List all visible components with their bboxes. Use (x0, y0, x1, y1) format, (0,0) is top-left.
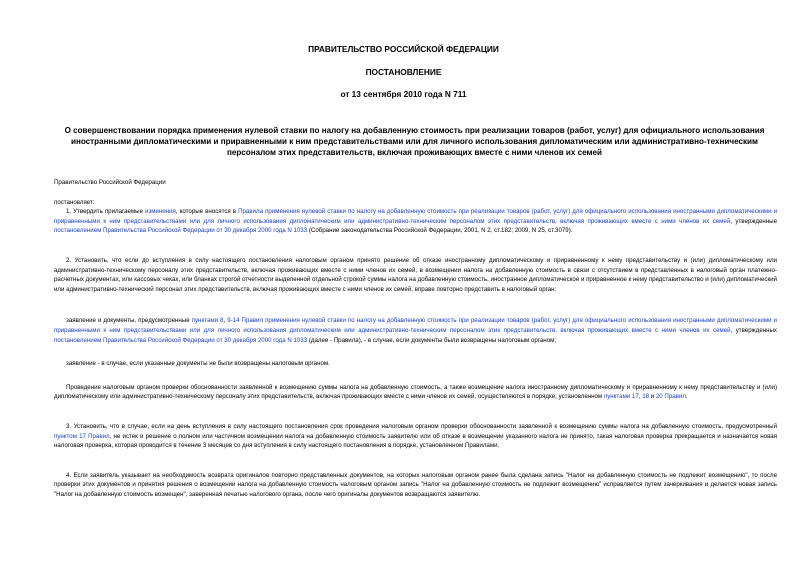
paragraph-1-text-d: (Собрание законодательства Российской Федерации, 2001, N 2, ст.182; 2009, N 25, ст.3079). (307, 227, 573, 235)
link-clause-17-rules[interactable]: пунктом 17 Правил (54, 432, 110, 440)
document-type-heading: ПОСТАНОВЛЕНИЕ (365, 67, 442, 77)
link-clause-17[interactable]: пунктами 17 (603, 393, 639, 401)
intro-text: Правительство Российской Федерации (54, 179, 166, 186)
document-date-heading: от 13 сентября 2010 года N 711 (340, 89, 467, 99)
link-clauses-9-14[interactable]: 9-14 Правил применения нулевой ставки по налогу на добавленную стоимость при реализации товаров (работ, услуг) для официального использования иностранными дипломатическими и приравненными к ним представительствами или для личного использования дипломатическим или административно-техническим персоналом этих представительств, включая проживающих вместе с ними членов их семей (54, 317, 777, 334)
paragraph-7: 4. Если заявитель указывает на необходимость возврата оригиналов повторно представленных документов, на которых налоговым органом ранее была сделана запись "Налог на добавленную стоимость не подлежит возмещению", то после проверки этих документов и принятия решения о возмещении налога на добавленную стоимость налоговым органом запись "Налог на добавленную стоимость не подлежит возмещению" исправляется путем зачеркивания и делается новая запись "Налог на добавленную стоимость возмещен", заверенная печатью налогового органа, после чего оригиналы документов возвращаются заявителю. (54, 471, 777, 498)
link-clause-18[interactable]: 18 (642, 393, 650, 401)
paragraph-1-text-c: , утвержденные (730, 217, 777, 225)
government-heading: ПРАВИТЕЛЬСТВО РОССИЙСКОЙ ФЕДЕРАЦИИ (308, 44, 499, 54)
paragraph-6-text-a: 3. Установить, что в случае, если на день вступления в силу настоящего постановления срок проведения налоговым органом проверки обоснованности заявленной к возмещению суммы налога на добавленную стоимость, предусмотренный (66, 422, 777, 430)
link-resolution-1033-b[interactable]: постановлением Правительства Российской Федерации от 30 декабря 2000 года N 1033 (54, 336, 308, 344)
link-changes[interactable]: изменения (145, 208, 176, 216)
link-clause-8[interactable]: пунктами 8 (191, 317, 224, 325)
paragraph-6 (54, 422, 777, 451)
paragraph-5-text-a: Проведение налоговым органом проверки обоснованности заявленной к возмещению суммы налога на добавленную стоимость, а также возмещение налога иностранному дипломатическому и приравненному к нему представительству и (или) дипломатическому или административно-техническому персоналу этих представительств, включая проживающих вместе с ними членов их семей, осуществляются в порядке, установленном (54, 383, 777, 401)
paragraph-5 (54, 383, 777, 402)
decree-text: постановляет: (54, 198, 95, 206)
paragraph-4: заявление - в случае, если указанные документы не были возвращены налоговым органом. (66, 360, 330, 368)
paragraph-1-text-b: , которые вносятся в (175, 208, 239, 216)
paragraph-3-sep: , (223, 317, 228, 325)
paragraph-3 (54, 316, 777, 345)
paragraph-2: 2. Установить, что если до вступления в силу настоящего постановления налоговым органом принято решение об отказе иностранному дипломатическому и приравненному к нему представительству и (или) дипломатическому или административно-техническому персоналу этих представительств, включая проживающих вместе с ними членов их семей, в возмещении налога на добавленную стоимость в связи с отсутствием в представленных в налоговый орган платежно-расчетных документах, или кассовых чеках, или бланках строгой отчетности выделенной отдельной строкой суммы налога на добавленную стоимость, иностранное дипломатическое и приравненное к нему представительство и (или) дипломатический или административно-технический персонал этих представительств, включая проживающих вместе с ними членов их семей, вправе повторно представить в налоговый орган: (54, 256, 777, 293)
paragraph-5-sep-2: и (649, 393, 656, 401)
link-rules[interactable]: Правила применения нулевой ставки по налогу на добавленную стоимость при реализации товаров (работ, услуг) для официального использования иностранными дипломатическими и приравненными к ним представительствами или для личного использования дипломатическим или административно-техническим персоналом этих представительств, включая проживающих вместе с ними членов их семей (54, 208, 778, 225)
link-resolution-1033[interactable]: постановлением Правительства Российской Федерации от 30 декабря 2000 года N 1033 (54, 227, 308, 235)
link-clause-20-rules[interactable]: 20 Правил (655, 393, 686, 401)
paragraph-3-text-c: (далее - Правила), - в случае, если документы были возвращены налоговым органом; (307, 336, 557, 344)
paragraph-6-text-b: , не истек и решение о полном или частичном возмещении налога на добавленную стоимость заявителю или об отказе в возмещении указанного налога не принято, такая налоговая проверка прекращается и назначается новая налоговая проверка, которая проводится в течение 3 месяцев со дня вступления в силу настоящего постановления в порядке, установленном Правилами. (54, 432, 778, 450)
paragraph-3-text-b: , утвержденных (730, 326, 777, 334)
document-title: О совершенствовании порядка применения нулевой ставки по налогу на добавленную стоимость при реализации товаров (работ, услуг) для официального использования иностранными дипломатическими и приравненными к ним представительствами или для личного использования дипломатическим или административно-техническим персоналом этих представительств, включая проживающих вместе с ними членов их семей (64, 126, 765, 158)
paragraph-5-sep-1: , (638, 393, 643, 401)
paragraph-1 (54, 207, 777, 236)
document-body (54, 178, 777, 499)
paragraph-3-text-a: заявление и документы, предусмотренные (66, 317, 192, 325)
paragraph-5-text-b: . (685, 393, 688, 401)
paragraph-1-text-a: 1. Утвердить прилагаемые (66, 208, 146, 216)
